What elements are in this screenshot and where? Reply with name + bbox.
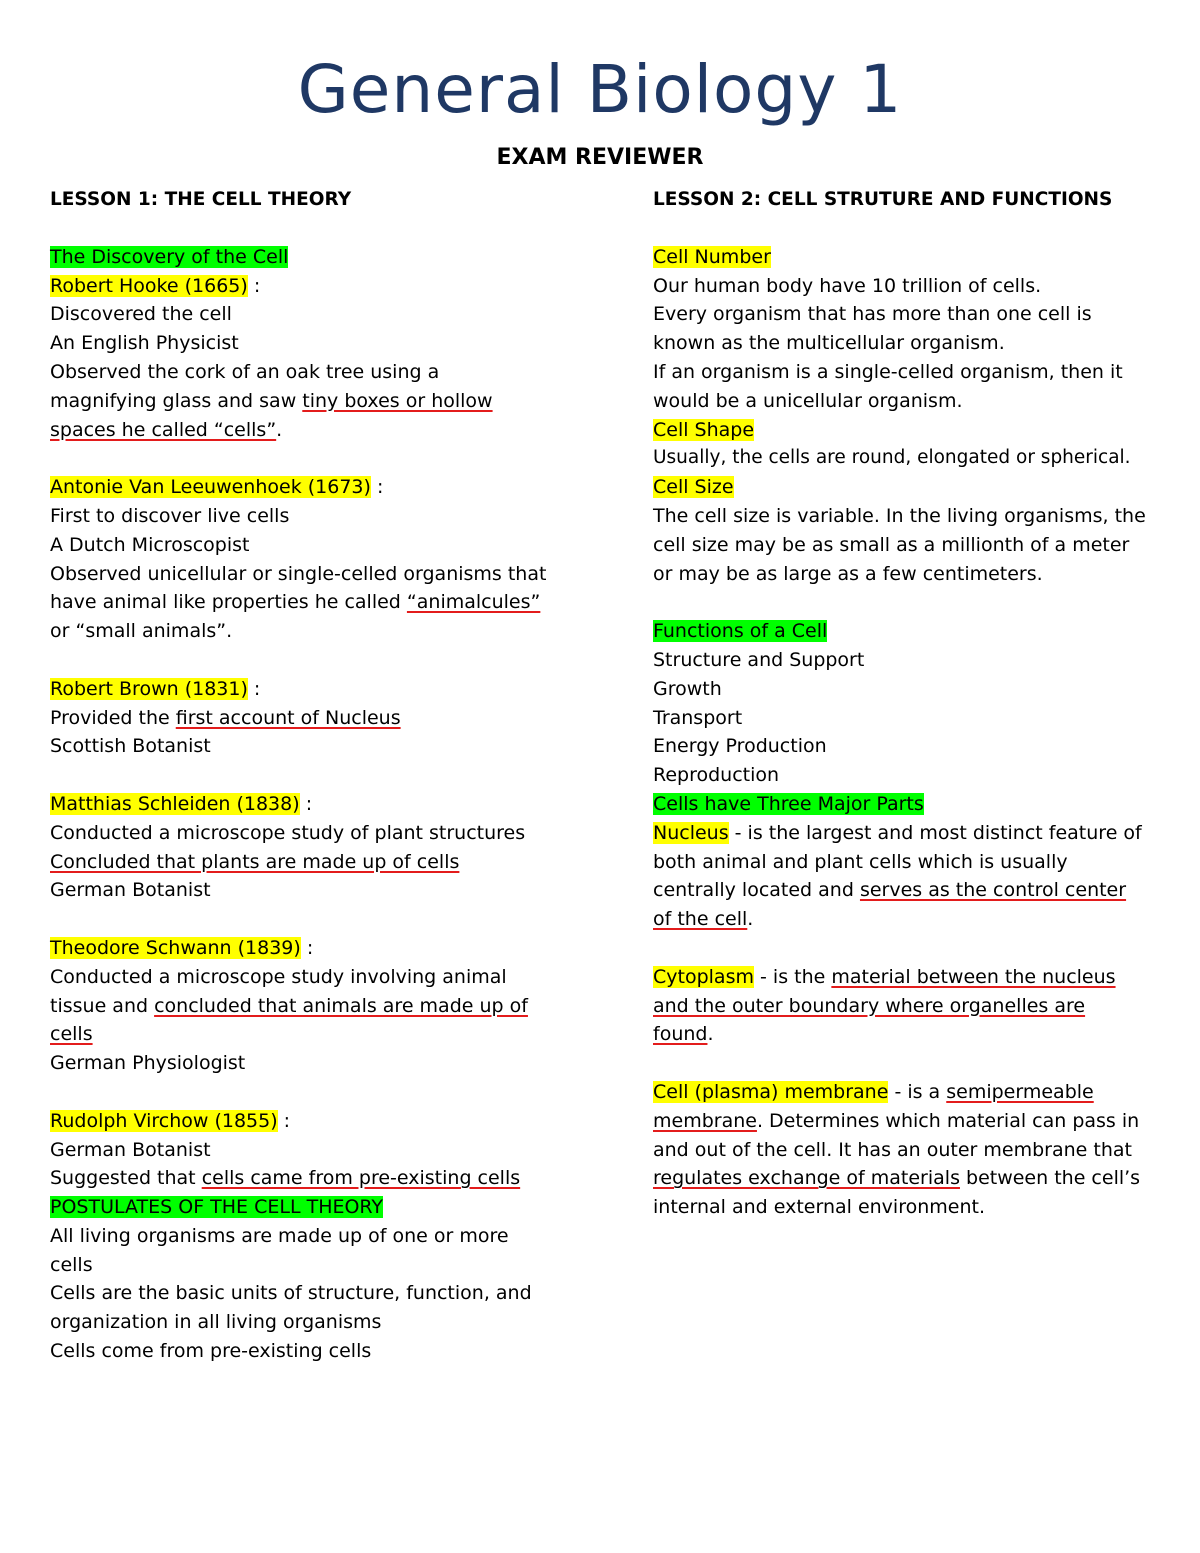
virchow-name-line (50, 1107, 580, 1136)
cytoplasm-text-b: material between the nucleus and the outer boundary where organelles are found (653, 965, 1116, 1046)
cell-size-text: The cell size is variable. In the living organisms, the cell size may be as small as a millionth of a meter or may be as large as a few centimeters. (653, 504, 1146, 585)
parts-heading (653, 790, 1153, 819)
cell-shape-heading-text: Cell Shape (653, 418, 755, 441)
leeuwenhoek-line-1: First to discover live cells (50, 504, 290, 527)
membrane-text-b: semipermeable membrane (653, 1080, 1094, 1132)
schleiden-line-2 (50, 848, 580, 877)
cell-size-heading (653, 473, 1153, 502)
brown-line-1 (50, 704, 580, 733)
hooke-sep: : (247, 274, 261, 297)
leeuwenhoek-text-a: Observed unicellular or single-celled organisms that have animal like properties he called (50, 562, 547, 614)
cell-shape-heading (653, 416, 1153, 445)
cell-size-heading-text: Cell Size (653, 476, 734, 499)
virchow-line-2 (50, 1164, 580, 1193)
nucleus-paragraph (653, 819, 1148, 934)
postulate-2: Cells are the basic units of structure, function, and organization in all living organisms (50, 1282, 532, 1334)
schwann-name: Theodore Schwann (1839) (50, 936, 301, 959)
virchow-sep: : (277, 1109, 291, 1132)
cell-number-heading (653, 243, 1153, 272)
lesson1-title: LESSON 1: THE CELL THEORY (50, 189, 352, 210)
brown-text-a: Provided the (50, 706, 176, 729)
membrane-text-d: regulates exchange of materials (653, 1167, 960, 1190)
virchow-name: Rudolph Virchow (1855) (50, 1109, 278, 1132)
lesson2-column (653, 186, 1153, 1222)
document-subtitle: EXAM REVIEWER (496, 145, 704, 170)
leeuwenhoek-sep: : (370, 476, 384, 499)
leeuwenhoek-line-2: A Dutch Microscopist (50, 533, 250, 556)
hooke-line-2: An English Physicist (50, 332, 239, 355)
brown-sep: : (247, 677, 261, 700)
function-item: Growth (653, 677, 722, 700)
virchow-line-1: German Botanist (50, 1138, 211, 1161)
nucleus-text-b: serves as the control center of the cell (653, 879, 1127, 931)
schwann-text-b: concluded that animals are made up of cells (50, 994, 528, 1046)
postulates-heading (50, 1193, 580, 1222)
hooke-name-line (50, 272, 580, 301)
schleiden-name: Matthias Schleiden (1838) (50, 792, 300, 815)
postulate-1: All living organisms are made up of one or more cells (50, 1224, 509, 1276)
schwann-line-2: German Physiologist (50, 1052, 246, 1075)
functions-heading (653, 617, 1153, 646)
cell-number-line-2: Every organism that has more than one cell is known as the multicellular organism. (653, 303, 1092, 355)
hooke-text-a: Observed the cork of an oak tree using a magnifying glass and saw (50, 360, 440, 412)
document-title: General Biology 1 (297, 51, 903, 128)
schleiden-name-line (50, 790, 580, 819)
schleiden-line-1: Conducted a microscope study of plant structures (50, 821, 526, 844)
nucleus-text-a: - is the largest and most distinct feature of both animal and plant cells which is usually centrally located and (653, 821, 1142, 902)
virchow-text-a: Suggested that (50, 1167, 202, 1190)
cell-number-heading-text: Cell Number (653, 245, 771, 268)
brown-name: Robert Brown (1831) (50, 677, 248, 700)
cytoplasm-term: Cytoplasm (653, 965, 754, 988)
schleiden-text-underlined: Concluded that plants are made up of cells (50, 850, 460, 873)
brown-name-line (50, 675, 580, 704)
schwann-text-a: Conducted a microscope study involving animal tissue and (50, 965, 507, 1017)
schwann-line-1 (50, 963, 530, 1049)
leeuwenhoek-line-3 (50, 560, 550, 646)
membrane-paragraph (653, 1078, 1143, 1222)
lesson2-title: LESSON 2: CELL STRUTURE AND FUNCTIONS (653, 189, 1113, 210)
leeuwenhoek-text-b: “animalcules” (406, 591, 541, 614)
hooke-text-b: tiny boxes or hollow spaces he called “cells” (50, 389, 493, 441)
cytoplasm-paragraph (653, 963, 1133, 1049)
virchow-text-b: cells came from pre-existing cells (201, 1167, 521, 1190)
nucleus-term: Nucleus (653, 821, 729, 844)
brown-line-2: Scottish Botanist (50, 735, 211, 758)
cell-number-line-1: Our human body have 10 trillion of cells. (653, 274, 1042, 297)
hooke-line-3 (50, 358, 500, 444)
hooke-line-1: Discovered the cell (50, 303, 232, 326)
leeuwenhoek-text-c: or “small animals”. (50, 620, 233, 643)
parts-heading-text: Cells have Three Major Parts (653, 792, 924, 815)
function-item: Energy Production (653, 735, 827, 758)
function-item: Structure and Support (653, 648, 865, 671)
membrane-text-e: between the cell’s internal and external environment. (653, 1167, 1141, 1219)
leeuwenhoek-name: Antonie Van Leeuwenhoek (1673) (50, 476, 371, 499)
schleiden-line-3: German Botanist (50, 879, 211, 902)
function-item: Reproduction (653, 764, 780, 787)
schleiden-sep: : (299, 792, 313, 815)
brown-text-b: first account of Nucleus (175, 706, 401, 729)
functions-heading-text: Functions of a Cell (653, 620, 828, 643)
discovery-heading (50, 243, 580, 272)
membrane-term: Cell (plasma) membrane (653, 1080, 889, 1103)
hooke-text-c: . (276, 418, 283, 441)
membrane-text-c: . Determines which material can pass in and out of the cell. It has an outer membrane that (653, 1109, 1140, 1161)
schwann-name-line (50, 934, 580, 963)
nucleus-text-c: . (747, 908, 754, 931)
postulate-3: Cells come from pre-existing cells (50, 1340, 372, 1363)
cell-number-line-3: If an organism is a single-celled organism, then it would be a unicellular organism. (653, 360, 1123, 412)
hooke-name: Robert Hooke (1665) (50, 274, 248, 297)
cytoplasm-text-c: . (707, 1023, 714, 1046)
postulates-heading-text: POSTULATES OF THE CELL THEORY (50, 1196, 384, 1219)
membrane-text-a: - is a (888, 1080, 947, 1103)
leeuwenhoek-name-line (50, 473, 580, 502)
discovery-heading-text: The Discovery of the Cell (50, 245, 289, 268)
cell-shape-text: Usually, the cells are round, elongated or spherical. (653, 447, 1131, 469)
cytoplasm-text-a: - is the (753, 965, 832, 988)
function-item: Transport (653, 706, 743, 729)
schwann-sep: : (300, 936, 314, 959)
lesson1-column (50, 186, 580, 1366)
